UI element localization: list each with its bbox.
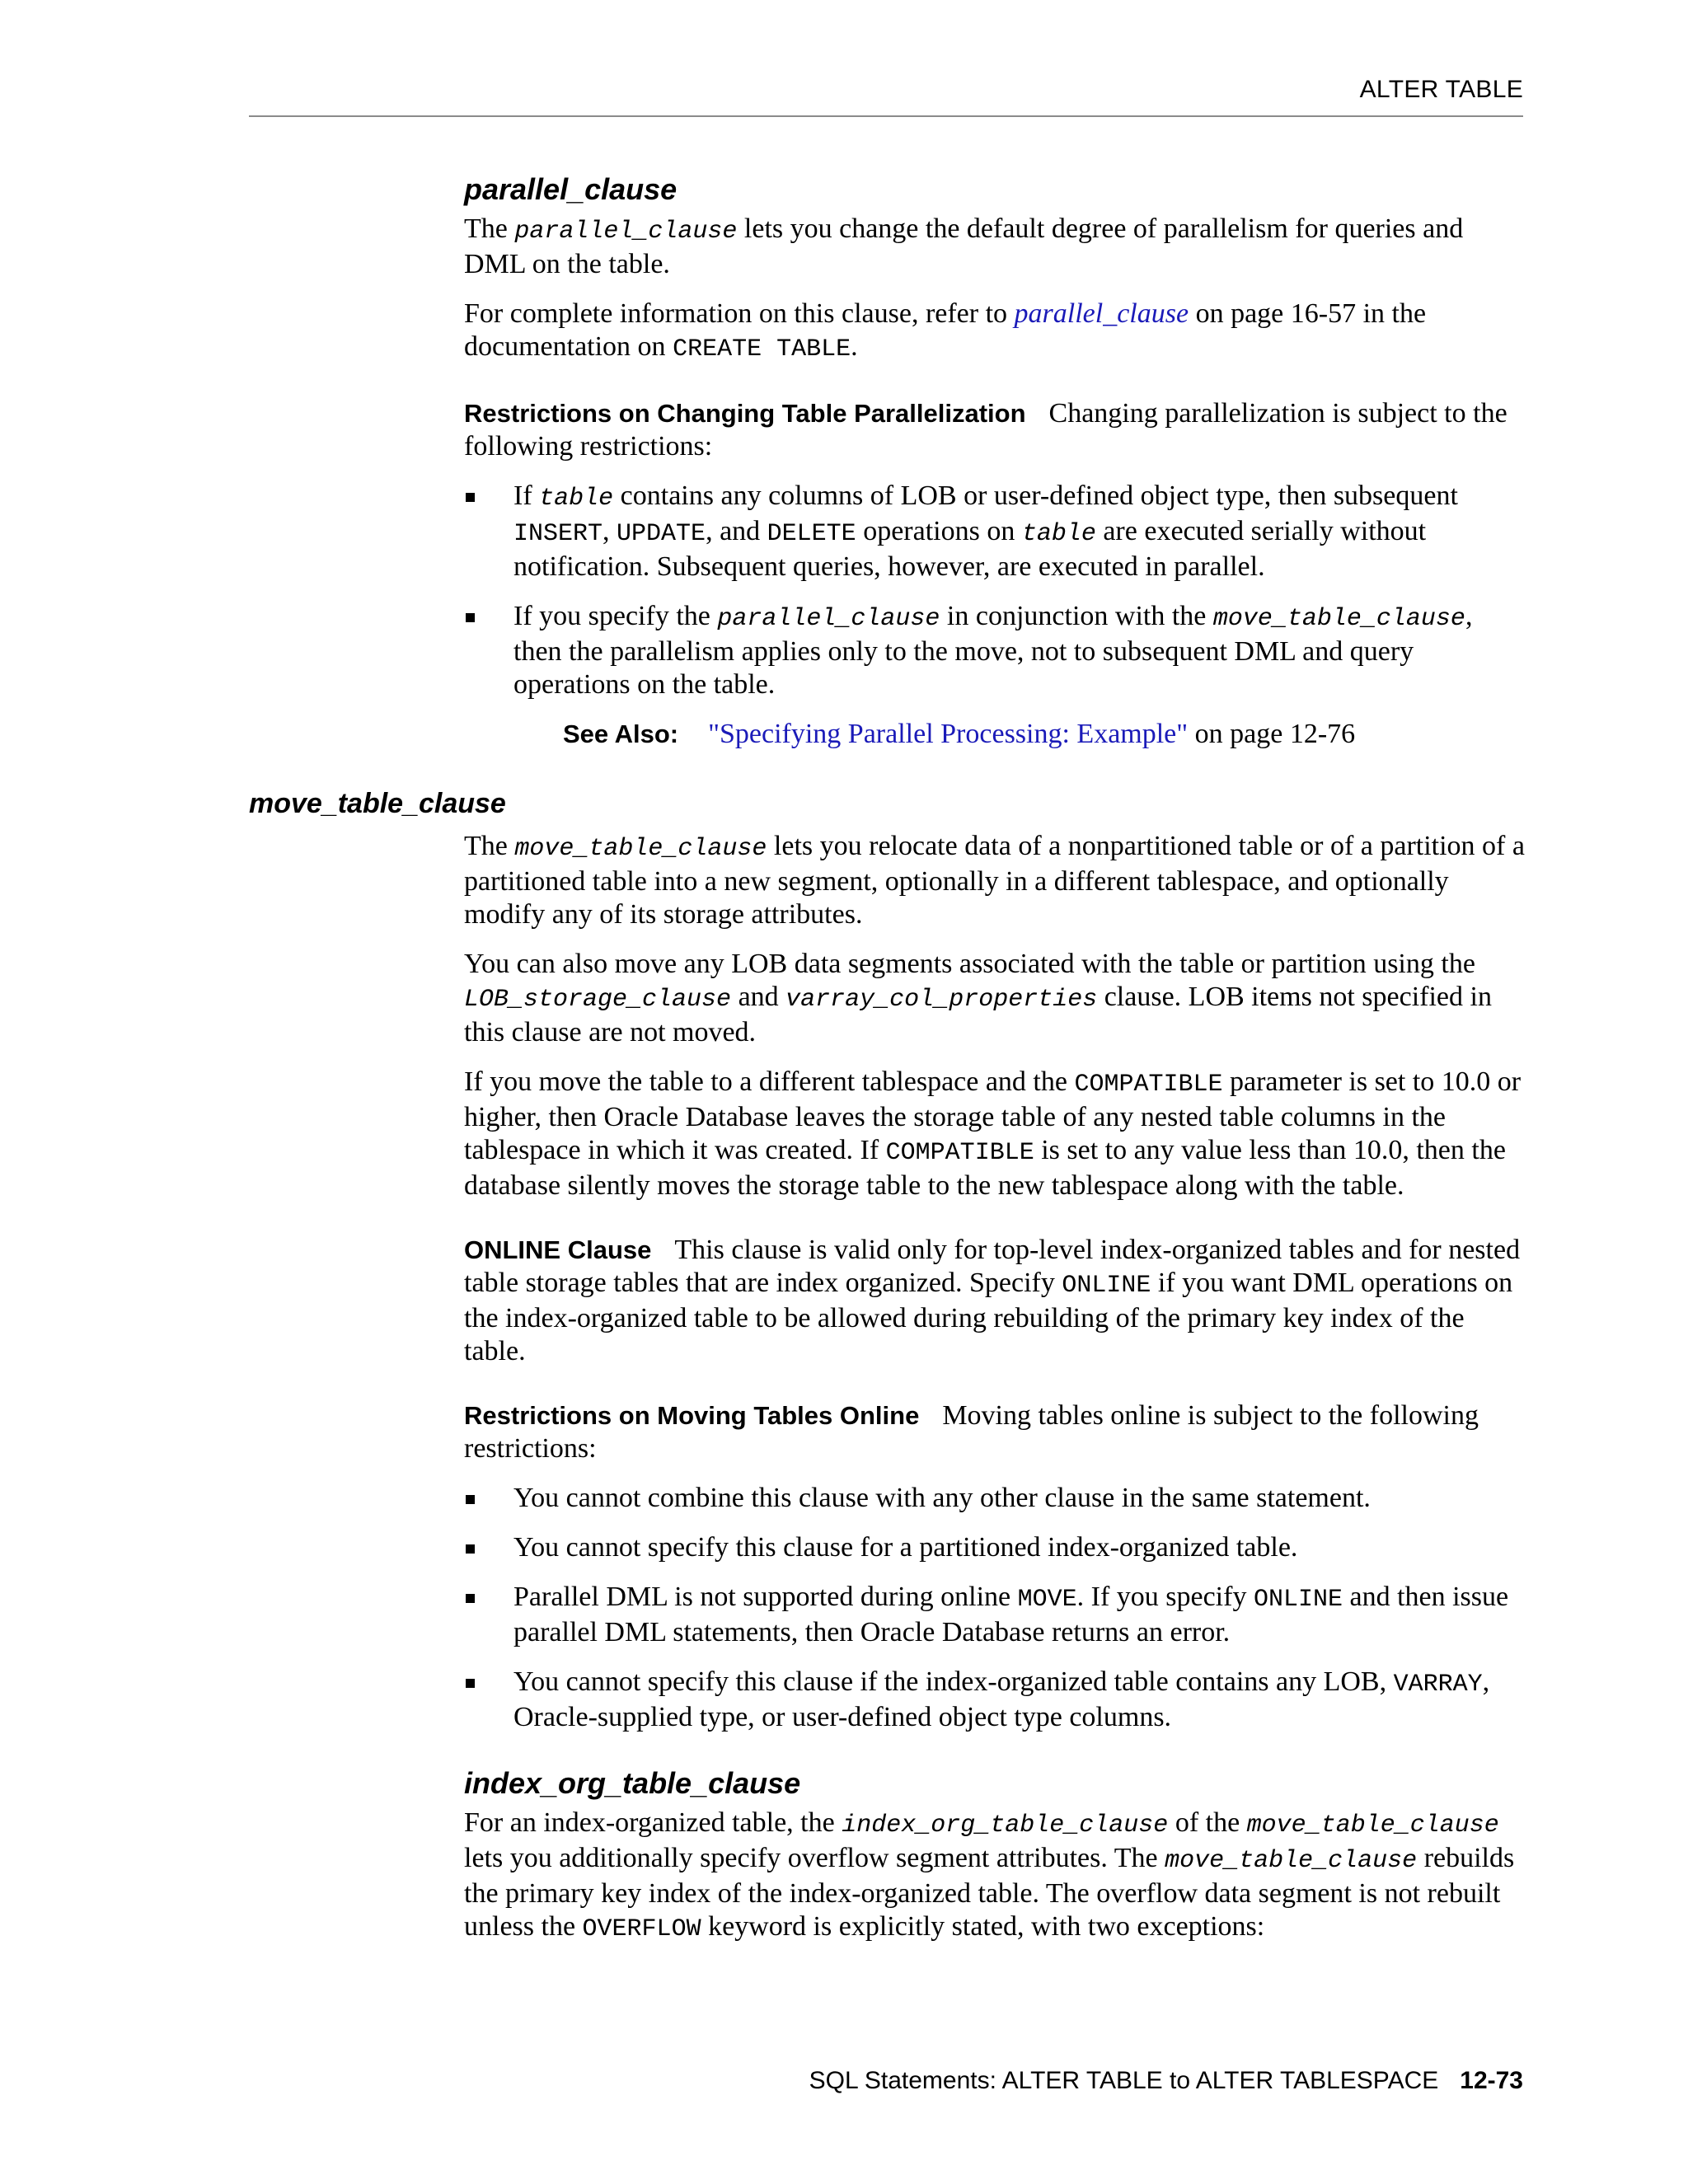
text: For complete information on this clause, refer to	[464, 298, 1015, 329]
text: Moving tables online is subject to the following restrictions:	[464, 1400, 1479, 1464]
text: You cannot specify this clause for a partitioned index-organized table.	[513, 1532, 1298, 1563]
page-content	[249, 171, 1527, 1962]
move-restrictions	[464, 1399, 1527, 1465]
move-table-clause-heading: move_table_clause	[249, 788, 506, 819]
code-term: UPDATE	[617, 520, 706, 548]
page-footer	[809, 2067, 1523, 2095]
code-term: move_table_clause	[1246, 1811, 1499, 1840]
text: is set to any value less than 10.0, then the database silently moves the storage table to the new tablespace along with the table.	[464, 1135, 1506, 1201]
text: rebuilds the primary key index of the index-organized table. The overflow data segment is not rebuilt unless the	[464, 1843, 1515, 1942]
text: parameter is set to 10.0 or higher, then Oracle Database leaves the storage table of any nested table columns in the tablespace in which it was created. If	[464, 1066, 1522, 1165]
bullet-icon	[466, 1679, 475, 1688]
code-term: varray_col_properties	[785, 986, 1098, 1014]
code-term: COMPATIBLE	[1074, 1071, 1223, 1099]
text: of the	[1168, 1807, 1247, 1838]
see-also-label: See Also:	[563, 719, 679, 748]
code-term: table	[1021, 520, 1096, 548]
move-paragraph-2	[464, 948, 1527, 1049]
text: operations on	[856, 516, 1022, 546]
text: The	[464, 213, 515, 244]
code-term: ONLINE	[1062, 1272, 1151, 1300]
list-item	[464, 1482, 1527, 1515]
running-header: ALTER TABLE	[1359, 76, 1523, 103]
bullet-icon	[466, 493, 475, 502]
code-term: LOB_storage_clause	[464, 986, 732, 1014]
bullet-icon	[466, 613, 475, 622]
index-org-table-clause-heading: index_org_table_clause	[464, 1766, 801, 1800]
code-term: ONLINE	[1253, 1586, 1343, 1614]
code-term: move_table_clause	[1165, 1847, 1418, 1875]
code-term: move_table_clause	[1212, 605, 1465, 633]
text: You can also move any LOB data segments associated with the table or partition using the	[464, 949, 1475, 979]
parallel-clause-heading: parallel_clause	[464, 172, 678, 206]
parallel-restrictions	[464, 397, 1527, 463]
text: on page 12-76	[1188, 719, 1356, 749]
see-also-link[interactable]: "Specifying Parallel Processing: Example"	[708, 719, 1189, 749]
code-term: parallel_clause	[514, 218, 738, 246]
text: .	[851, 331, 858, 362]
text: ,	[603, 516, 617, 546]
text: This clause is valid only for top-level index-organized tables and for nested table storage tables that are index organized. Specify	[464, 1235, 1521, 1298]
text: You cannot combine this clause with any other clause in the same statement.	[513, 1483, 1371, 1513]
text: If you move the table to a different tablespace and the	[464, 1066, 1075, 1097]
text: lets you change the default degree of parallelism for queries and DML on the table.	[464, 213, 1464, 279]
code-term: move_table_clause	[514, 835, 767, 863]
text: keyword is explicitly stated, with two exceptions:	[701, 1911, 1265, 1942]
text: if you want DML operations on the index-organized table to be allowed during rebuilding of the primary key index of the table.	[464, 1268, 1513, 1366]
list-item	[464, 1581, 1527, 1649]
see-also-note	[563, 718, 1527, 751]
runin-heading: ONLINE Clause	[464, 1235, 652, 1264]
text: and	[731, 982, 786, 1012]
header-rule	[249, 115, 1523, 117]
code-term: COMPATIBLE	[885, 1139, 1034, 1167]
text: , and	[706, 516, 767, 546]
text: If you specify the	[513, 601, 718, 631]
code-term: index_org_table_clause	[842, 1811, 1169, 1840]
text: in conjunction with the	[940, 601, 1213, 631]
text: Parallel DML is not supported during online	[513, 1582, 1018, 1612]
parallel-clause-link[interactable]: parallel_clause	[1014, 298, 1189, 329]
text: lets you relocate data of a nonpartitioned table or of a partition of a partitioned table into a new segment, optionally in a different tablespace, and optionally modify any of its storage attributes.	[464, 831, 1525, 930]
list-item	[464, 480, 1527, 583]
bullet-icon	[466, 1544, 475, 1554]
list-item	[464, 600, 1527, 701]
page-number: 12-73	[1460, 2067, 1523, 2094]
text: on page 16-57 in the documentation on	[464, 298, 1427, 362]
text: are executed serially without notification. Subsequent queries, however, are executed in parallel.	[513, 516, 1427, 582]
code-term: VARRAY	[1393, 1671, 1483, 1699]
parallel-paragraph-1	[464, 213, 1527, 281]
text: You cannot specify this clause if the index-organized table contains any LOB,	[513, 1666, 1394, 1697]
text: lets you additionally specify overflow segment attributes. The	[464, 1843, 1165, 1873]
bullet-icon	[466, 1495, 475, 1504]
code-term: OVERFLOW	[582, 1915, 701, 1943]
code-term: table	[539, 485, 614, 513]
move-paragraph-3	[464, 1066, 1527, 1202]
text: and then issue parallel DML statements, then Oracle Database returns an error.	[513, 1582, 1509, 1647]
move-paragraph-1	[464, 830, 1527, 931]
parallel-restriction-list	[464, 480, 1527, 701]
text: For an index-organized table, the	[464, 1807, 842, 1838]
code-term: INSERT	[513, 520, 603, 548]
footer-title: SQL Statements: ALTER TABLE to ALTER TABLESPACE	[809, 2067, 1439, 2094]
list-item	[464, 1666, 1527, 1734]
text: The	[464, 831, 515, 861]
text: , then the parallelism applies only to the move, not to subsequent DML and query operations on the table.	[513, 601, 1473, 700]
code-term: MOVE	[1017, 1586, 1077, 1614]
text: contains any columns of LOB or user-defined object type, then subsequent	[613, 480, 1458, 511]
index-org-paragraph	[464, 1807, 1527, 1946]
text: Changing parallelization is subject to the following restrictions:	[464, 398, 1507, 462]
text: If	[513, 480, 540, 511]
parallel-paragraph-2	[464, 298, 1527, 366]
runin-heading: Restrictions on Changing Table Parallelization	[464, 399, 1026, 428]
online-clause-paragraph	[464, 1234, 1527, 1368]
code-term: parallel_clause	[717, 605, 940, 633]
list-item	[464, 1531, 1527, 1564]
runin-heading: Restrictions on Moving Tables Online	[464, 1401, 920, 1430]
text: , Oracle-supplied type, or user-defined object type columns.	[513, 1666, 1490, 1732]
bullet-icon	[466, 1594, 475, 1603]
code-term: DELETE	[767, 520, 856, 548]
text: . If you specify	[1076, 1582, 1254, 1612]
code-term: CREATE TABLE	[673, 335, 851, 363]
text: clause. LOB items not specified in this clause are not moved.	[464, 982, 1492, 1047]
move-restriction-list	[464, 1482, 1527, 1734]
